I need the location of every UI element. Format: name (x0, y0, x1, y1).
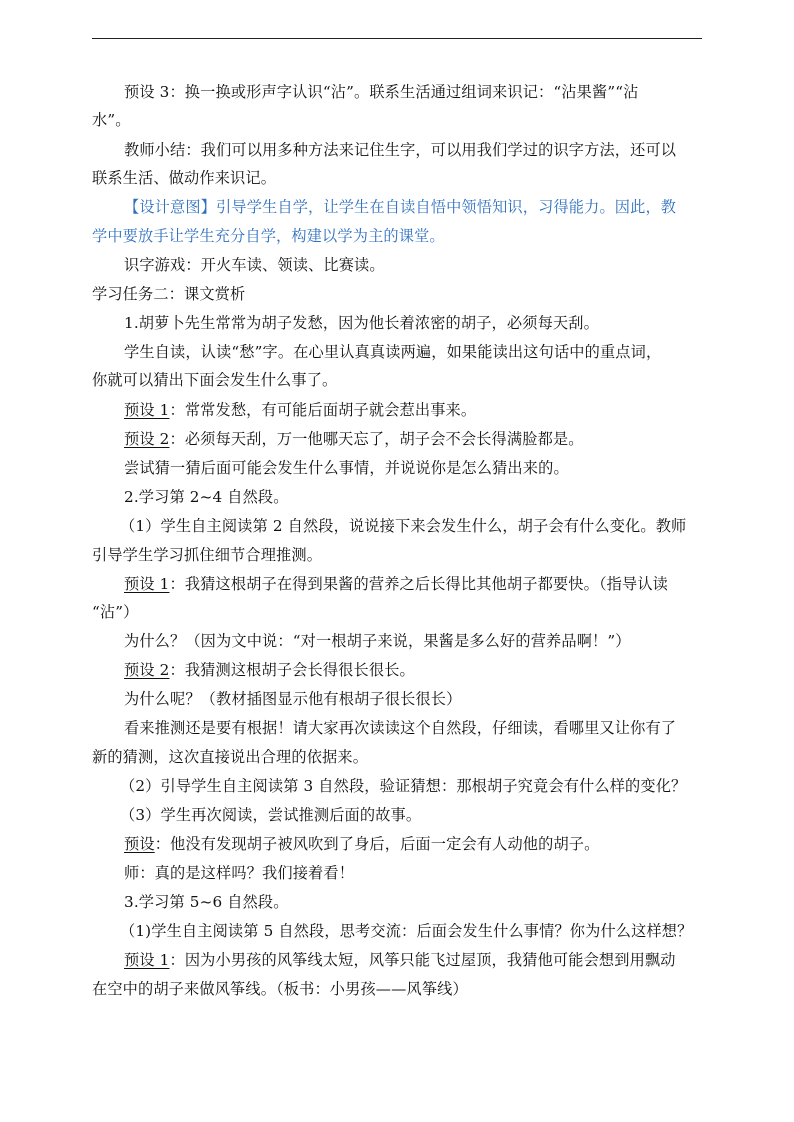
text-line: 尝试猜一猜后面可能会发生什么事情，并说说你是怎么猜出来的。 (124, 459, 569, 477)
preset-label: 预设 1 (124, 575, 170, 593)
text-line: （1）学生自主阅读第 2 自然段，说说接下来会发生什么，胡子会有什么变化。教师 (120, 517, 687, 535)
preset-line: 预设 2：必须每天刮，万一他哪天忘了，胡子会不会长得满脸都是。 (124, 430, 584, 448)
text-line: 引导学生学习抓住细节合理推测。 (92, 546, 323, 564)
text-line: 2.学习第 2~4 自然段。 (124, 488, 289, 506)
text-line: 在空中的胡子来做风筝线。（板书：小男孩——风筝线） (92, 980, 468, 998)
text-line: 为什么？（因为文中说：“对一根胡子来说，果酱是多么好的营养品啊！”） (124, 632, 631, 650)
text-line: 识字游戏：开火车读、领读、比赛读。 (124, 256, 385, 274)
preset-label: 预设 2 (124, 430, 170, 448)
text-line: （2）引导学生自主阅读第 3 自然段，验证猜想：那根胡子究竟会有什么样的变化？ (120, 777, 687, 795)
header-rule (92, 38, 702, 39)
preset-label: 预设 1 (124, 951, 170, 969)
text-line: 看来推测还是要有根据！请大家再次读读这个自然段，仔细读，看哪里又让你有了 (124, 719, 677, 737)
text-line: 师：真的是这样吗？我们接着看！ (124, 864, 355, 882)
preset-line: 预设：他没有发现胡子被风吹到了身后，后面一定会有人动他的胡子。 (124, 835, 600, 853)
text-line: 联系生活、做动作来识记。 (92, 169, 277, 187)
text-line: 你就可以猜出下面会发生什么事了。 (92, 371, 338, 389)
text-line: 预设 3：换一换或形声字认识“沾”。联系生活通过组词来识记：“沾果酱”“沾 (124, 83, 639, 101)
design-intent-line: 【设计意图】引导学生自学，让学生在自读自悟中领悟知识，习得能力。因此，教 (124, 198, 677, 216)
preset-label: 预设 2 (124, 661, 170, 679)
text-line: （3）学生再次阅读，尝试推测后面的故事。 (120, 806, 422, 824)
section-heading: 学习任务二：课文赏析 (92, 285, 246, 303)
preset-line: 预设 1：因为小男孩的风筝线太短，风筝只能飞过屋顶，我猜他可能会想到用飘动 (124, 951, 676, 969)
text-line: 3.学习第 5~6 自然段。 (124, 893, 289, 911)
text-line: “沾”） (92, 603, 139, 621)
preset-line: 预设 1：常常发愁，有可能后面胡子就会惹出事来。 (124, 401, 477, 419)
text-line: 水”。 (92, 111, 131, 129)
text-line: 1.胡萝卜先生常常为胡子发愁，因为他长着浓密的胡子，必须每天刮。 (124, 314, 599, 332)
preset-label: 预设 1 (124, 401, 170, 419)
preset-line: 预设 2：我猜测这根胡子会长得很长很长。 (124, 661, 415, 679)
text-line: 新的猜测，这次直接说出合理的依据来。 (92, 748, 369, 766)
design-intent-line: 学中要放手让学生充分自学，构建以学为主的课堂。 (92, 227, 445, 245)
preset-line: 预设 1：我猜这根胡子在得到果酱的营养之后长得比其他胡子都要快。（指导认读 (124, 575, 669, 593)
text-line: （1)学生自主阅读第 5 自然段，思考交流：后面会发生什么事情？你为什么这样想？ (120, 922, 693, 940)
text-line: 教师小结：我们可以用多种方法来记住生字，可以用我们学过的识字方法，还可以 (124, 141, 677, 159)
preset-label: 预设 (124, 835, 155, 853)
text-line: 为什么呢？（教材插图显示他有根胡子很长很长） (124, 690, 462, 708)
text-line: 学生自读，认读“愁”字。在心里认真真读两遍，如果能读出这句话中的重点词， (124, 343, 662, 361)
